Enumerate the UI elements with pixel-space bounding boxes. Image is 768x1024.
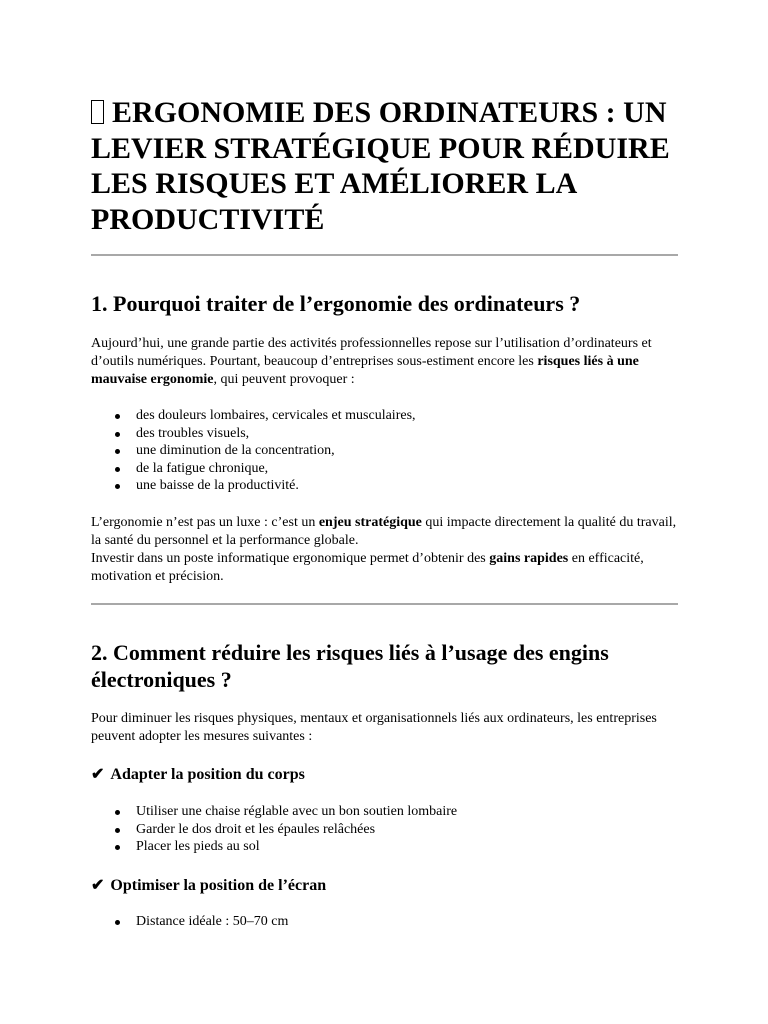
list-item-text: des troubles visuels, — [136, 425, 250, 441]
section1-intro-text-end: , qui peuvent provoquer : — [213, 372, 355, 387]
list-item — [91, 477, 678, 495]
section1-conclusion-text-3: Investir dans un poste informatique ergonomique permet d’obtenir des — [91, 551, 490, 566]
bullet-icon — [115, 467, 120, 472]
section1-conclusion-text: L’ergonomie n’est pas un luxe : c’est un — [91, 515, 319, 530]
subsection-heading-text: Adapter la position du corps — [110, 766, 305, 783]
section1-intro-bold: risques liés à une mauvaise ergonomie — [91, 354, 639, 387]
list-item — [91, 442, 678, 460]
subsection-heading-body-position — [91, 765, 678, 784]
missing-glyph-box-icon — [91, 100, 104, 124]
section2-heading: 2. Comment réduire les risques liés à l’usage des engins électroniques ? — [91, 640, 609, 692]
list-item — [91, 425, 678, 443]
section1-intro-text: Aujourd’hui, une grande partie des activités professionnelles repose sur l’utilisation d’ordinateurs et d’outils numériques. Pourtant, beaucoup d’entreprises sous-estiment encore les — [91, 336, 652, 369]
subsection-heading-screen-position — [91, 876, 678, 895]
bullet-icon — [115, 449, 120, 454]
list-item-text: des douleurs lombaires, cervicales et musculaires, — [136, 408, 416, 423]
list-item-text: Distance idéale : 50–70 cm — [136, 914, 289, 929]
section-divider — [91, 603, 678, 605]
section1-conclusion-text-2: qui impacte directement la qualité du travail, la santé du personnel et la performance globale. — [91, 515, 677, 548]
section2-intro-paragraph: Pour diminuer les risques physiques, mentaux et organisationnels liés aux ordinateurs, les entreprises peuvent adopter les mesures suivantes : — [91, 711, 657, 744]
list-item — [91, 821, 678, 839]
list-item-text: Garder le dos droit et les épaules relâchées — [136, 821, 376, 837]
section1-conclusion-text-4: en efficacité, motivation et précision. — [91, 551, 644, 584]
list-item-text: une diminution de la concentration, — [136, 443, 335, 458]
list-item-text: Utiliser une chaise réglable avec un bon soutien lombaire — [136, 804, 458, 819]
list-item-text: une baisse de la productivité. — [136, 478, 299, 493]
section1-conclusion-bold: enjeu stratégique — [318, 515, 422, 530]
list-item — [91, 803, 678, 821]
list-item — [91, 838, 678, 856]
section-divider — [91, 254, 678, 256]
bullet-icon — [115, 828, 120, 833]
check-mark-icon: ✔ — [91, 766, 105, 783]
section1-bullet-list — [91, 407, 678, 495]
bullet-icon — [115, 845, 120, 850]
bullet-icon — [115, 432, 120, 437]
section1-conclusion-paragraph — [91, 514, 678, 586]
bullet-icon — [115, 484, 120, 489]
bullet-icon — [115, 414, 120, 419]
bullet-icon — [115, 920, 120, 925]
subsection-bullet-list — [91, 913, 678, 931]
list-item — [91, 460, 678, 478]
bullet-icon — [115, 810, 120, 815]
document-title — [91, 95, 678, 237]
section1-heading: 1. Pourquoi traiter de l’ergonomie des ordinateurs ? — [91, 291, 581, 316]
subsection-heading-text: Optimiser la position de l’écran — [110, 877, 327, 894]
list-item — [91, 913, 678, 931]
check-mark-icon: ✔ — [91, 877, 105, 894]
document-title-text: ERGONOMIE DES ORDINATEURS : UN LEVIER STRATÉGIQUE POUR RÉDUIRE LES RISQUES ET AMÉLIORER LA PRODUCTIVITÉ — [91, 96, 670, 236]
list-item-text: de la fatigue chronique, — [136, 460, 269, 476]
subsection-bullet-list — [91, 803, 678, 856]
list-item-text: Placer les pieds au sol — [136, 839, 260, 854]
section1-intro-paragraph — [91, 335, 678, 389]
section1-conclusion-bold-2: gains rapides — [489, 551, 569, 566]
list-item — [91, 407, 678, 425]
